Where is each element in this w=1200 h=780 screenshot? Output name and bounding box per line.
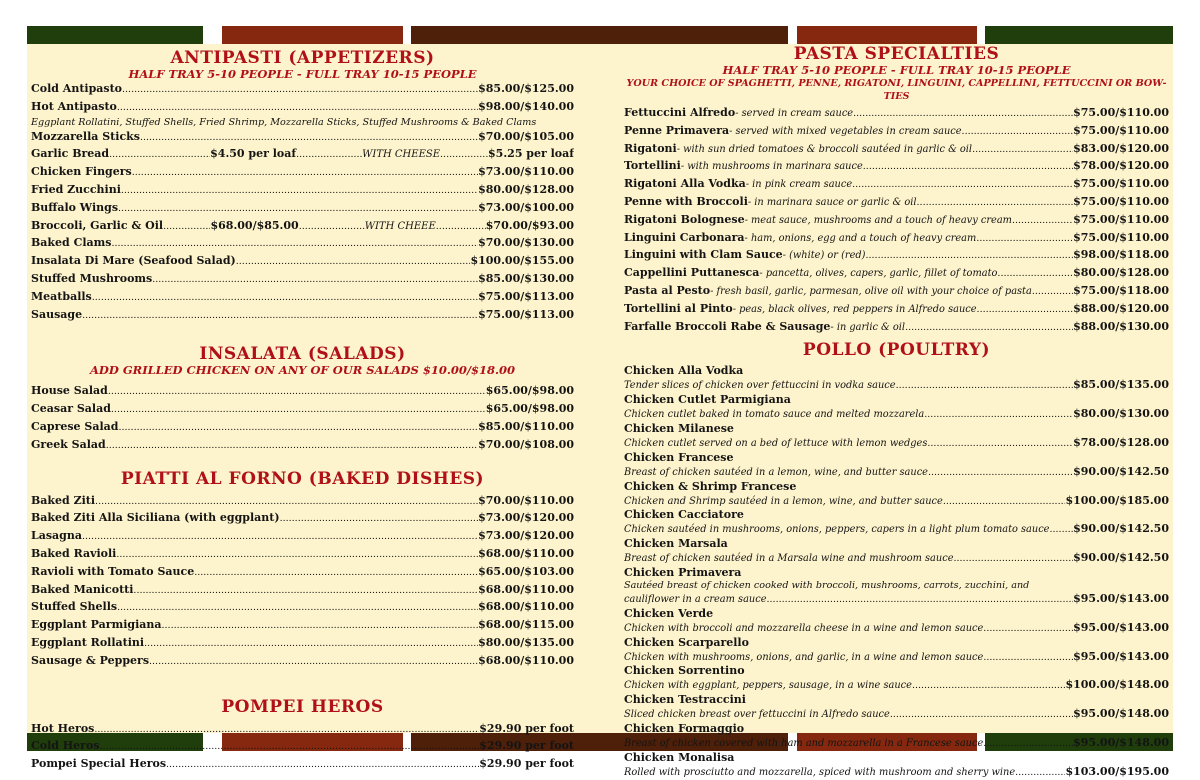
item-description: Rolled with prosciutto and mozzarella, spiced with mushroom and sherry wine: [624, 766, 1016, 778]
menu-item: [624, 537, 1169, 566]
item-name: Buffalo Wings: [31, 200, 119, 214]
leader-dots: [140, 130, 478, 147]
item-name: Chicken Monalisa: [624, 750, 735, 764]
menu-item: [31, 99, 574, 117]
item-name: Linguini with Clam Sauce: [624, 248, 783, 262]
leader-dots: [299, 219, 365, 236]
item-price: $75.00/$113.00: [478, 307, 574, 321]
item-description: - (white) or (red): [782, 250, 866, 262]
leader-dots: [144, 636, 478, 653]
leader-dots: [116, 547, 478, 564]
item-name: Fettuccini Alfredo: [624, 106, 736, 119]
item-price: $68.00/$110.00: [478, 600, 574, 614]
menu-item: [31, 401, 574, 419]
item-name: Chicken Marsala: [624, 537, 728, 551]
menu-item: [31, 738, 574, 756]
item-name: Chicken & Shrimp Francese: [624, 479, 797, 493]
menu-item: [624, 722, 1169, 751]
item-price: $90.00/$142.50: [1073, 551, 1169, 565]
leader-dots: [912, 679, 1066, 693]
item-price: $85.00/$125.00: [478, 82, 574, 95]
item-description: - ham, onions, egg and a touch of heavy cream: [744, 232, 977, 244]
leader-dots: [166, 757, 479, 774]
item-description: Breast of chicken sautéed in a lemon, wine, and butter sauce: [624, 466, 928, 478]
item-description: Chicken cutlet baked in tomato sauce and melted mozzarela: [624, 409, 925, 421]
item-description: - served with mixed vegetables in cream sauce: [729, 125, 962, 137]
item-description: - in marinara sauce or garlic & oil: [747, 196, 917, 208]
insalata-title: INSALATA (SALADS): [199, 344, 406, 365]
item-price: $103.00/$195.00: [1065, 764, 1169, 778]
menu-item: [624, 301, 1169, 319]
item-name: Penne Primavera: [624, 123, 730, 137]
item-price: $75.00/$118.00: [1073, 283, 1169, 297]
item-name: Chicken Francese: [624, 450, 734, 464]
leader-dots: [121, 183, 478, 200]
item-name: Tortellini al Pinto: [624, 301, 733, 315]
menu-item: [31, 253, 574, 271]
menu-item: [31, 81, 574, 99]
item-price: $80.00/$135.00: [478, 635, 574, 649]
menu-sheet: [27, 44, 1173, 778]
item-description: - in pink cream sauce: [745, 179, 853, 191]
item-name: Chicken Sorrentino: [624, 664, 745, 678]
item-name: Sausage & Peppers: [31, 653, 150, 667]
menu-item: [624, 176, 1169, 194]
item-name: Baked Clams: [31, 236, 112, 250]
item-price: $95.00/$143.00: [1073, 591, 1169, 605]
leader-dots: [1015, 766, 1065, 780]
item-name: Chicken Verde: [624, 606, 714, 620]
leader-dots: [976, 231, 1073, 248]
leader-dots: [943, 495, 1066, 509]
leader-dots: [100, 739, 480, 756]
menu-item: [624, 247, 1169, 265]
item-name: Lasagna: [31, 529, 82, 543]
item-name: Farfalle Broccoli Rabe & Sausage: [624, 319, 831, 333]
item-description: Sliced chicken breast over fettuccini in Alfredo sauce: [624, 709, 890, 721]
leader-dots: [163, 219, 210, 236]
item-price: $88.00/$130.00: [1073, 319, 1169, 333]
menu-item: [31, 564, 574, 582]
leader-dots: [853, 106, 1073, 123]
item-name: Chicken Alla Vodka: [624, 364, 744, 378]
menu-item: [624, 693, 1169, 722]
item-name: Ravioli with Tomato Sauce: [31, 564, 195, 578]
item-name: Chicken Formaggio: [624, 721, 745, 735]
hot-antipasto-note: Eggplant Rollatini, Stuffed Shells, Fried Shrimp, Mozzarella Sticks, Stuffed Mushrooms & Baked Clams: [31, 116, 537, 128]
menu-item: [624, 212, 1169, 230]
item-price: $88.00/$120.00: [1073, 301, 1169, 315]
leader-dots: [162, 618, 479, 635]
item-name: Chicken Milanese: [624, 421, 734, 435]
item-price: $73.00/$120.00: [478, 511, 574, 525]
menu-item: [624, 265, 1169, 283]
item-price: $65.00/$98.00: [485, 402, 574, 416]
menu-item: [31, 419, 574, 437]
menu-item: [624, 508, 1169, 537]
item-price: $85.00/$110.00: [478, 419, 574, 433]
item-description: - meat sauce, mushrooms and a touch of heavy cream: [744, 214, 1012, 226]
item-price: $75.00/$110.00: [1073, 123, 1169, 137]
leader-dots: [896, 379, 1074, 393]
item-description: Chicken with mushrooms, onions, and garlic, in a wine and lemon sauce: [624, 651, 984, 663]
menu-item: [31, 582, 574, 600]
item-name: Penne with Broccoli: [624, 194, 748, 208]
item-name: Hot Heros: [31, 721, 95, 735]
leader-dots: [111, 236, 478, 253]
menu-item: [31, 289, 574, 307]
item-price-option: $70.00/$93.00: [485, 218, 574, 232]
item-price: $68.00/$110.00: [478, 582, 574, 596]
item-price-option: $5.25 per loaf: [488, 147, 574, 161]
menu-item-garlic-bread: [31, 146, 574, 164]
menu-item: [624, 451, 1169, 480]
item-name: Stuffed Shells: [31, 600, 118, 614]
item-description: Chicken cutlet served on a bed of lettuce with lemon wedges: [624, 437, 928, 449]
pollo-title: POLLO (POULTRY): [802, 340, 991, 361]
leader-dots: [82, 529, 478, 546]
item-price: $70.00/$110.00: [478, 493, 574, 507]
item-price: $4.50 per loaf: [210, 147, 297, 161]
leader-dots: [92, 290, 478, 307]
item-description: - fresh basil, garlic, parmesan, olive oil with your choice of pasta: [710, 285, 1032, 297]
menu-item: [31, 653, 574, 671]
leader-dots: [118, 420, 478, 437]
item-description: Sautéed breast of chicken cooked with broccoli, mushrooms, carrots, zucchini, and: [624, 579, 1030, 591]
item-description: Breast of chicken covered with ham and mozzarella in a Francese sauce: [624, 737, 984, 749]
leader-dots: [1012, 213, 1073, 230]
item-description: - served in cream sauce: [735, 108, 854, 119]
item-description: Chicken and Shrimp sautéed in a lemon, wine, and butter sauce: [624, 495, 943, 507]
item-name: Eggplant Parmigiana: [31, 618, 162, 632]
pasta-subtitle-2: YOUR CHOICE OF SPAGHETTI, PENNE, RIGATONI, LINGUINI, CAPPELLINI, FETTUCCINI OR BOW-TIES: [626, 78, 1167, 102]
menu-item: [31, 271, 574, 289]
item-name: Eggplant Rollatini: [31, 635, 145, 649]
menu-item: [624, 607, 1169, 636]
menu-item: [31, 307, 574, 325]
menu-item-chicken-primavera: [624, 566, 1169, 607]
menu-item: [31, 617, 574, 635]
menu-item: [624, 319, 1169, 337]
item-name: Pompei Special Heros: [31, 757, 167, 771]
item-name: Insalata Di Mare (Seafood Salad): [31, 254, 236, 268]
item-name: Fried Zucchini: [31, 182, 121, 196]
menu-item: [31, 182, 574, 200]
item-price: $98.00/$118.00: [1073, 248, 1169, 262]
pollo-list: [624, 364, 1169, 566]
item-price: $70.00/$130.00: [478, 236, 574, 250]
antipasti-subtitle: HALF TRAY 5-10 PEOPLE - FULL TRAY 10-15 PEOPLE: [128, 67, 477, 81]
item-name: Chicken Testraccini: [624, 693, 746, 707]
forno-list: [31, 493, 574, 671]
item-description: - in garlic & oil: [830, 321, 906, 333]
item-price: $95.00/$148.00: [1073, 735, 1169, 749]
item-price: $73.00/$100.00: [478, 200, 574, 214]
leader-dots: [972, 142, 1073, 159]
left-column: [31, 44, 574, 774]
leader-dots: [117, 100, 478, 117]
item-price: $75.00/$110.00: [1073, 212, 1169, 226]
menu-item: [624, 751, 1169, 780]
item-name: Baked Ravioli: [31, 546, 117, 560]
leader-dots: [133, 583, 478, 600]
menu-item: [624, 664, 1169, 693]
menu-item: [624, 422, 1169, 451]
item-price: $78.00/$120.00: [1073, 159, 1169, 173]
leader-dots: [132, 165, 478, 182]
pasta-subtitle: HALF TRAY 5-10 PEOPLE - FULL TRAY 10-15 PEOPLE: [722, 63, 1071, 77]
pasta-title: PASTA SPECIALTIES: [793, 44, 1000, 64]
menu-item: [31, 756, 574, 774]
item-price: $29.90 per foot: [479, 757, 574, 771]
leader-dots: [983, 651, 1073, 665]
item-description: - pancetta, olives, capers, garlic, fillet of tomato: [759, 268, 998, 280]
leader-dots: [928, 466, 1073, 480]
item-price: $75.00/$110.00: [1073, 106, 1169, 119]
item-price: $68.00/$115.00: [478, 618, 574, 632]
item-name: Cold Antipasto: [31, 82, 123, 95]
leader-dots: [977, 302, 1074, 319]
menu-item: [31, 635, 574, 653]
menu-item: [31, 510, 574, 528]
item-price: $68.00/$85.00: [210, 218, 299, 232]
menu-item: [31, 164, 574, 182]
antipasti-list: [31, 81, 574, 117]
item-name: Ceasar Salad: [31, 402, 111, 416]
menu-item: [624, 364, 1169, 393]
item-price: $29.90 per foot: [479, 721, 574, 735]
item-price: $95.00/$143.00: [1073, 649, 1169, 663]
insalata-list: [31, 383, 574, 454]
item-price: $85.00/$135.00: [1073, 378, 1169, 392]
leader-dots: [236, 254, 471, 271]
leader-dots: [917, 195, 1074, 212]
item-description: - with mushrooms in marinara sauce: [680, 161, 863, 173]
leader-dots: [954, 552, 1074, 566]
right-column: [624, 44, 1169, 780]
pasta-list: [624, 105, 1169, 336]
item-name: Pasta al Pesto: [624, 283, 711, 297]
item-name: Baked Ziti: [31, 493, 96, 507]
item-name: Chicken Scarparello: [624, 635, 749, 649]
antipasti-list-3: [31, 164, 574, 217]
insalata-subtitle: ADD GRILLED CHICKEN ON ANY OF OUR SALADS $10.00/$18.00: [89, 363, 516, 378]
antipasti-list-2: [31, 129, 574, 147]
menu-item: [31, 599, 574, 617]
item-name: Mozzarella Sticks: [31, 129, 140, 143]
leader-dots: [152, 272, 478, 289]
item-price: $95.00/$148.00: [1073, 707, 1169, 721]
leader-dots: [924, 408, 1073, 422]
item-price: $75.00/$110.00: [1073, 177, 1169, 191]
leader-dots: [983, 737, 1073, 751]
item-description: Chicken sautéed in mushrooms, onions, peppers, capers in a light plum tomato sauce: [624, 524, 1050, 536]
item-price: $83.00/$120.00: [1073, 141, 1169, 155]
item-name: Greek Salad: [31, 437, 106, 451]
item-name: Sausage: [31, 307, 83, 321]
item-price: $70.00/$108.00: [478, 437, 574, 451]
menu-item: [624, 141, 1169, 159]
menu-item: [624, 194, 1169, 212]
item-name: Chicken Primavera: [624, 565, 742, 579]
item-price: $80.00/$128.00: [1073, 266, 1169, 280]
item-price: $75.00/$110.00: [1073, 230, 1169, 244]
item-name: Chicken Fingers: [31, 165, 132, 179]
leader-dots: [1032, 284, 1073, 301]
item-name: Meatballs: [31, 289, 92, 303]
item-description: Chicken with broccoli and mozzarella cheese in a wine and lemon sauce: [624, 622, 984, 634]
menu-item: [31, 235, 574, 253]
item-description: Tender slices of chicken over fettuccini in vodka sauce: [624, 380, 896, 392]
leader-dots: [863, 159, 1073, 176]
item-price: $75.00/$113.00: [478, 289, 574, 303]
item-price: $85.00/$130.00: [478, 271, 574, 285]
leader-dots: [440, 147, 488, 164]
menu-item: [624, 393, 1169, 422]
item-price: $100.00/$155.00: [470, 254, 574, 268]
leader-dots: [108, 384, 486, 401]
item-price: $100.00/$148.00: [1065, 678, 1169, 692]
menu-item: [624, 123, 1169, 141]
item-price: $75.00/$110.00: [1073, 194, 1169, 208]
item-price: $68.00/$110.00: [478, 546, 574, 560]
heros-list: [31, 721, 574, 774]
item-description: cauliflower in a cream sauce: [624, 593, 767, 605]
leader-dots: [106, 438, 478, 455]
menu-item: [31, 200, 574, 218]
item-name: Garlic Bread: [31, 147, 110, 161]
antipasti-title: ANTIPASTI (APPETIZERS): [170, 48, 435, 68]
item-name: Cappellini Puttanesca: [624, 266, 760, 280]
top-color-bars: [27, 26, 1173, 44]
menu-item: [31, 129, 574, 147]
item-name: Hot Antipasto: [31, 99, 117, 113]
menu-item: [31, 528, 574, 546]
antipasti-list-4: [31, 235, 574, 324]
item-price: $100.00/$185.00: [1065, 493, 1169, 507]
menu-item: [624, 636, 1169, 665]
item-option: WITH CHEESE: [362, 149, 441, 161]
menu-item: [31, 437, 574, 455]
leader-dots: [280, 511, 479, 528]
menu-item: [624, 230, 1169, 248]
leader-dots: [890, 708, 1073, 722]
leader-dots: [194, 565, 478, 582]
leader-dots: [852, 177, 1073, 194]
menu-item: [31, 546, 574, 564]
item-name: Stuffed Mushrooms: [31, 271, 153, 285]
item-name: Caprese Salad: [31, 419, 119, 433]
item-price: $80.00/$130.00: [1073, 407, 1169, 421]
item-price: $73.00/$110.00: [478, 165, 574, 179]
item-description: - peas, black olives, red peppers in Alfredo sauce: [732, 303, 977, 315]
menu-item: [624, 105, 1169, 123]
leader-dots: [82, 308, 478, 325]
item-price: $65.00/$98.00: [485, 384, 574, 398]
leader-dots: [94, 722, 479, 739]
leader-dots: [865, 248, 1073, 265]
item-name: Chicken Cacciatore: [624, 508, 744, 522]
item-name: Rigatoni Alla Vodka: [624, 177, 746, 191]
item-name: Broccoli, Garlic & Oil: [31, 218, 164, 232]
menu-item: [31, 383, 574, 401]
leader-dots: [95, 494, 478, 511]
item-name: Linguini Carbonara: [624, 230, 745, 244]
leader-dots: [149, 654, 478, 671]
item-name: Baked Ziti Alla Siciliana (with eggplant): [31, 511, 280, 525]
leader-dots: [117, 600, 478, 617]
item-price: $98.00/$140.00: [478, 99, 574, 113]
item-name: Rigatoni Bolognese: [624, 212, 745, 226]
menu-item: [624, 283, 1169, 301]
item-price: $90.00/$142.50: [1073, 522, 1169, 536]
item-description: Chicken with eggplant, peppers, sausage, in a wine sauce: [624, 680, 912, 692]
forno-title: PIATTI AL FORNO (BAKED DISHES): [120, 468, 485, 489]
leader-dots: [905, 320, 1073, 337]
item-price: $73.00/$120.00: [478, 529, 574, 543]
item-price: $29.90 per foot: [479, 739, 574, 753]
pollo-list-2: [624, 607, 1169, 780]
item-name: Baked Manicotti: [31, 582, 134, 596]
item-name: Tortellini: [624, 159, 681, 173]
leader-dots: [122, 82, 478, 99]
menu-item: [31, 493, 574, 511]
item-price: $90.00/$142.50: [1073, 464, 1169, 478]
item-description: - with sun dried tomatoes & broccoli sautéed in garlic & oil: [676, 143, 973, 155]
item-option: WITH CHEEE: [364, 220, 436, 232]
leader-dots: [436, 219, 486, 236]
leader-dots: [927, 437, 1073, 451]
menu-item: [624, 158, 1169, 176]
leader-dots: [296, 147, 362, 164]
leader-dots: [767, 593, 1074, 607]
item-name: Chicken Cutlet Parmigiana: [624, 393, 791, 407]
item-name: Cold Heros: [31, 739, 100, 753]
item-price: $68.00/$110.00: [478, 653, 574, 667]
item-price: $78.00/$128.00: [1073, 435, 1169, 449]
item-price: $70.00/$105.00: [478, 129, 574, 143]
leader-dots: [983, 622, 1073, 636]
item-name: House Salad: [31, 384, 108, 398]
leader-dots: [1049, 523, 1073, 537]
item-price: $80.00/$128.00: [478, 182, 574, 196]
leader-dots: [997, 266, 1073, 283]
leader-dots: [118, 201, 478, 218]
heros-title: POMPEI HEROS: [221, 696, 384, 717]
menu-item: [31, 721, 574, 739]
menu-item-broccoli: [31, 218, 574, 236]
leader-dots: [111, 402, 486, 419]
leader-dots: [109, 147, 210, 164]
item-price: $95.00/$143.00: [1073, 620, 1169, 634]
item-price: $65.00/$103.00: [478, 564, 574, 578]
leader-dots: [962, 124, 1074, 141]
item-name: Rigatoni: [624, 141, 677, 155]
menu-item: [624, 480, 1169, 509]
item-description: Breast of chicken sautéed in a Marsala wine and mushroom sauce: [624, 553, 954, 565]
